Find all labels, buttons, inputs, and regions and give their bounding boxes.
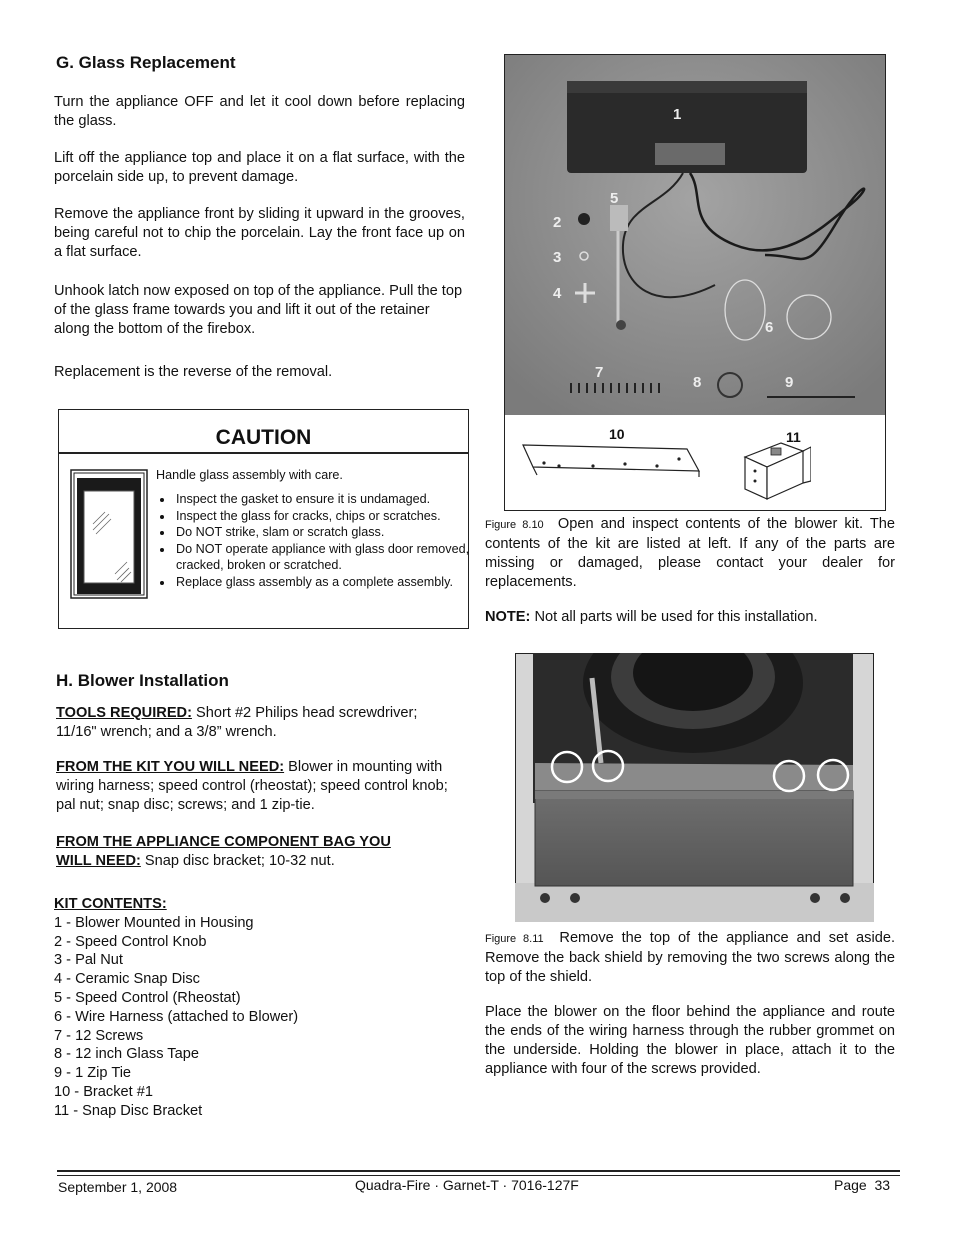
caution-bullet: • Do NOT strike, slam or scratch glass.: [174, 524, 479, 541]
figure-8-10-caption: [485, 515, 895, 592]
kit-contents-item: 10 - Bracket #1: [54, 1083, 153, 1100]
component-bag-paragraph: [56, 833, 476, 871]
kit-contents-item: 6 - Wire Harness (attached to Blower): [54, 1008, 299, 1025]
figure-8-10-label: Figure 8.10: [485, 519, 544, 531]
photo-label-7: 7: [595, 364, 604, 381]
photo-label-2: 2: [553, 214, 562, 231]
figure-8-11-caption-text: Remove the top of the appliance and set aside. Remove the back shield by removing the two screws along the top of the shield.: [485, 930, 896, 985]
tools-required-label: TOOLS REQUIRED:: [56, 705, 192, 721]
section-g-para-2: Lift off the appliance top and place it on a flat surface, with the porcelain side up, to prevent damage.: [54, 150, 465, 185]
note-paragraph: [485, 608, 895, 627]
label-11: 11: [786, 429, 801, 445]
figure-8-10-caption-text: Open and inspect contents of the blower kit. The contents of the kit are listed at left. If any of the parts are missing or damaged, please contact your dealer for replacements.: [485, 516, 896, 590]
kit-contents-item: 4 - Ceramic Snap Disc: [54, 971, 200, 988]
kit-contents: [54, 895, 394, 1121]
figure-8-11-photo: [515, 653, 874, 922]
photo-label-3: 3: [553, 249, 562, 266]
section-g-heading: G. Glass Replacement: [56, 53, 236, 72]
kit-contents-item: 1 - Blower Mounted in Housing: [54, 914, 254, 931]
caution-list: [156, 491, 479, 590]
figure-8-11-caption: [485, 929, 895, 987]
footer-page-number: Page 33: [834, 1177, 891, 1193]
note-label: NOTE:: [485, 609, 531, 625]
kit-need-label: FROM THE KIT YOU WILL NEED:: [56, 759, 285, 775]
component-bag-text: Snap disc bracket; 10-32 nut.: [140, 853, 335, 869]
section-h-heading: H. Blower Installation: [56, 671, 229, 690]
caution-box: [58, 409, 469, 629]
component-bag-label-2: WILL NEED:: [56, 853, 141, 869]
photo-label-5: 5: [610, 190, 619, 207]
caution-bullet: • Inspect the gasket to ensure it is undamaged.: [174, 491, 479, 508]
caution-bullet: • Do NOT operate appliance with glass door removed, cracked, broken or scratched.: [174, 541, 479, 574]
kit-contents-item: 3 - Pal Nut: [54, 952, 123, 969]
footer-rule-thin: [57, 1175, 900, 1176]
kit-contents-item: 5 - Speed Control (Rheostat): [54, 989, 241, 1006]
caution-title: CAUTION: [215, 426, 312, 449]
section-g-para-5: Replacement is the reverse of the removal.: [54, 364, 333, 380]
photo-label-6: 6: [765, 319, 774, 336]
tools-required-text: Short #2 Philips head screwdriver; 11/16" wrench; and a 3/8” wrench.: [56, 705, 418, 740]
photo-label-9: 9: [785, 374, 794, 391]
figure-8-11-label: Figure 8.11: [485, 933, 544, 945]
kit-contents-item: 8 - 12 inch Glass Tape: [54, 1046, 199, 1063]
section-g-para-1: Turn the appliance OFF and let it cool down before replacing the glass.: [54, 94, 465, 129]
note-text: Not all parts will be used for this installation.: [530, 609, 818, 625]
footer-date: September 1, 2008: [58, 1179, 178, 1195]
caution-divider: [59, 452, 468, 454]
kit-need-paragraph: [56, 758, 456, 815]
photo-label-4: 4: [553, 285, 562, 302]
kit-contents-item: 11 - Snap Disc Bracket: [54, 1102, 203, 1119]
section-g-para-4: Unhook latch now exposed on top of the appliance. Pull the top of the glass frame towards you and lift it out of the retainer along the bottom of the firebox.: [54, 283, 463, 337]
photo-label-1: 1: [673, 106, 682, 123]
figure-8-10: [504, 54, 886, 511]
blower-placement-paragraph: Place the blower on the floor behind the appliance and route the ends of the wiring harness through the rubber grommet on the underside. Holding the blower in place, attach it to the appliance with four of the screws provided.: [485, 1004, 895, 1077]
photo-label-8: 8: [693, 374, 702, 391]
kit-contents-heading: KIT CONTENTS:: [54, 896, 167, 912]
kit-contents-item: 7 - 12 Screws: [54, 1027, 144, 1044]
bracket-10-drawing: [519, 441, 703, 481]
kit-contents-item: 2 - Speed Control Knob: [54, 933, 207, 950]
kit-need-text: Blower in mounting with wiring harness; speed control (rheostat); speed control knob; pal nut; snap disc; screws; and 1 zip-tie.: [56, 759, 448, 813]
snap-disc-bracket-drawing: [741, 437, 811, 501]
glass-door-icon: [69, 468, 149, 600]
caution-intro: Handle glass assembly with care.: [156, 468, 343, 482]
kit-contents-item: 9 - 1 Zip Tie: [54, 1065, 132, 1082]
blower-kit-photo: [505, 55, 885, 415]
label-10: 10: [609, 426, 625, 442]
caution-bullet: • Inspect the glass for cracks, chips or scratches.: [174, 508, 479, 525]
caution-bullet: • Replace glass assembly as a complete assembly.: [174, 574, 479, 591]
tools-required-paragraph: [56, 704, 456, 742]
footer-document-id: Quadra-Fire · Garnet-T · 7016-127F: [355, 1177, 579, 1193]
section-g-para-3: Remove the appliance front by sliding it upward in the grooves, being careful not to chip the porcelain. Lay the front face up on a flat surface.: [54, 206, 465, 260]
component-bag-label-1: FROM THE APPLIANCE COMPONENT BAG YOU: [56, 834, 391, 850]
footer-rule-thick: [57, 1170, 900, 1172]
